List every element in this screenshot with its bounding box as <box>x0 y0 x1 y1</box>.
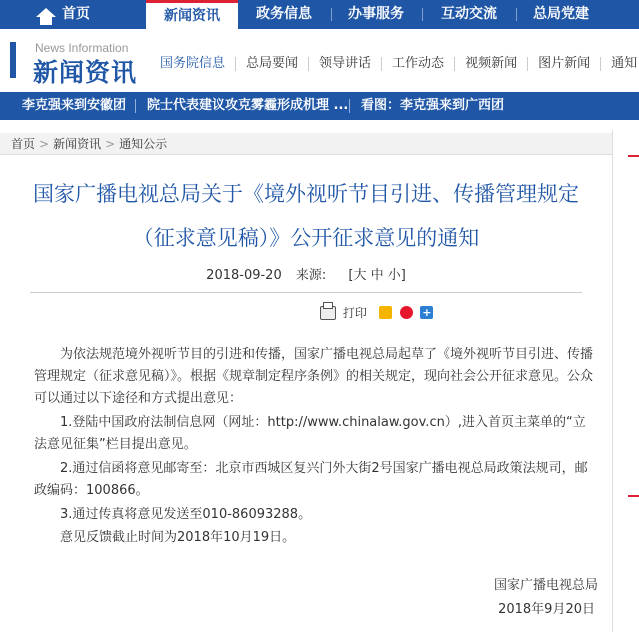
logo-english: News Information <box>35 41 129 55</box>
article-paragraph: 为依法规范境外视听节目的引进和传播，国家广播电视总局起草了《境外视听节目引进、传播管理规定（征求意见稿）》。根据《规章制定程序条例》的相关规定，现向社会公开征求意见。公众可以通过以下途径和方式提出意见： <box>34 347 594 406</box>
print-icon[interactable] <box>320 306 336 320</box>
side-decoration <box>628 155 639 157</box>
article-paragraph: 3.通过传真将意见发送至010-86093288。 <box>60 507 312 522</box>
ticker-item[interactable]: 院士代表建议攻克雾霾形成机理 ... <box>147 98 349 113</box>
nav-home[interactable] <box>36 0 90 29</box>
subnav-work-news[interactable]: 工作动态 <box>381 57 454 71</box>
subnav-photo-news[interactable]: 图片新闻 <box>527 57 600 71</box>
article-tools <box>320 304 433 324</box>
top-navigation <box>0 0 639 29</box>
subnav-notices[interactable]: 通知 <box>600 57 639 71</box>
article-signature: 国家广播电视总局 <box>493 578 598 593</box>
meta-divider <box>30 292 582 293</box>
nav-interaction[interactable]: 互动交流 <box>441 6 497 22</box>
home-icon <box>36 8 56 17</box>
headline-ticker <box>0 92 639 120</box>
ticker-item[interactable]: 李克强来到安徽团 <box>22 98 127 113</box>
nav-news[interactable]: 新闻资讯 <box>146 0 238 29</box>
nav-party[interactable]: 总局党建 <box>533 6 589 22</box>
share-qzone-icon[interactable] <box>379 306 392 319</box>
font-size-switch[interactable]: [大 中 小] <box>348 268 406 283</box>
subnav-speeches[interactable]: 领导讲话 <box>308 57 381 71</box>
share-weibo-icon[interactable] <box>400 306 413 319</box>
nav-home-label: 首页 <box>62 6 90 22</box>
share-more-icon[interactable]: + <box>422 306 432 319</box>
side-decoration <box>628 495 639 497</box>
sub-navigation <box>160 56 639 71</box>
breadcrumb-news[interactable]: 新闻资讯 <box>53 137 102 151</box>
subnav-video-news[interactable]: 视频新闻 <box>454 57 527 71</box>
article-title-line1: 国家广播电视总局关于《境外视听节目引进、传播管理规定 <box>33 182 579 206</box>
article-meta <box>0 264 612 283</box>
logo-title: 新闻资讯 <box>33 58 138 87</box>
source-label: 来源: <box>295 268 327 283</box>
article-sign-date: 2018年9月20日 <box>498 602 595 617</box>
column-divider <box>612 130 613 632</box>
ticker-item[interactable]: 看图：李克强来到广西团 <box>361 98 505 113</box>
nav-services[interactable]: 办事服务 <box>348 6 404 22</box>
article-paragraph: 意见反馈截止时间为2018年10月19日。 <box>60 530 296 545</box>
breadcrumb-home[interactable]: 首页 <box>11 137 36 151</box>
nav-gov-info[interactable]: 政务信息 <box>256 6 312 22</box>
subnav-state-council[interactable]: 国务院信息 <box>160 56 226 71</box>
print-label[interactable]: 打印 <box>342 306 367 320</box>
article-paragraph: 1.登陆中国政府法制信息网（网址：http://www.chinalaw.gov.cn）,进入首页主菜单的“立法意见征集”栏目提出意见。 <box>34 415 586 452</box>
article-title-line2: （征求意见稿）》公开征求意见的通知 <box>132 226 480 250</box>
logo-bar <box>10 42 16 78</box>
breadcrumb-notices[interactable]: 通知公示 <box>119 137 168 151</box>
article-date: 2018-09-20 <box>206 268 282 283</box>
article-paragraph: 2.通过信函将意见邮寄至：北京市西城区复兴门外大街2号国家广播电视总局政策法规司，邮政编码：100866。 <box>34 461 588 498</box>
subnav-headlines[interactable]: 总局要闻 <box>235 57 308 71</box>
breadcrumb: 首页 > 新闻资讯 > 通知公示 <box>0 133 612 155</box>
